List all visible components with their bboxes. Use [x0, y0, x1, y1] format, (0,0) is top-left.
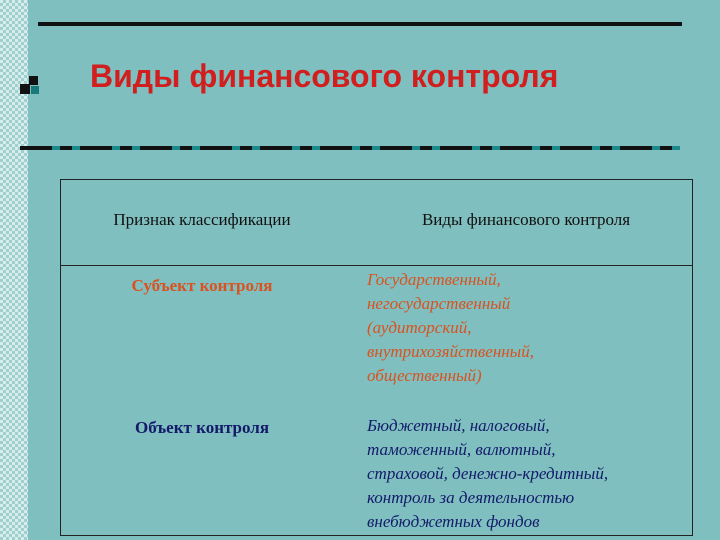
types-line: таможенный, валютный,: [367, 440, 556, 459]
types-line: внебюджетных фондов: [367, 512, 540, 531]
top-divider: [38, 22, 682, 26]
dashed-divider: [20, 146, 680, 150]
header-types: Виды финансового контроля: [421, 210, 631, 229]
header-separator: [61, 265, 692, 266]
row-subject-types: [367, 268, 677, 388]
slide-title: Виды финансового контроля: [90, 58, 559, 94]
types-line: страховой, денежно-кредитный,: [367, 464, 609, 483]
types-line: внутрихозяйственный,: [367, 342, 534, 361]
types-line: Государственный,: [367, 270, 501, 289]
types-line: контроль за деятельностью: [367, 488, 575, 507]
types-line: негосударственный: [367, 294, 511, 313]
types-line: Бюджетный, налоговый,: [367, 416, 550, 435]
types-line: (аудиторский,: [367, 318, 472, 337]
header-criterion: Признак классификации: [113, 210, 291, 229]
types-line: общественный): [367, 366, 482, 385]
row-object-types: [367, 414, 687, 534]
row-object-criterion: Объект контроля: [134, 418, 270, 437]
row-subject-criterion: Субъект контроля: [131, 276, 273, 295]
square-bullet-icon: [20, 76, 40, 96]
classification-table: [60, 179, 693, 536]
